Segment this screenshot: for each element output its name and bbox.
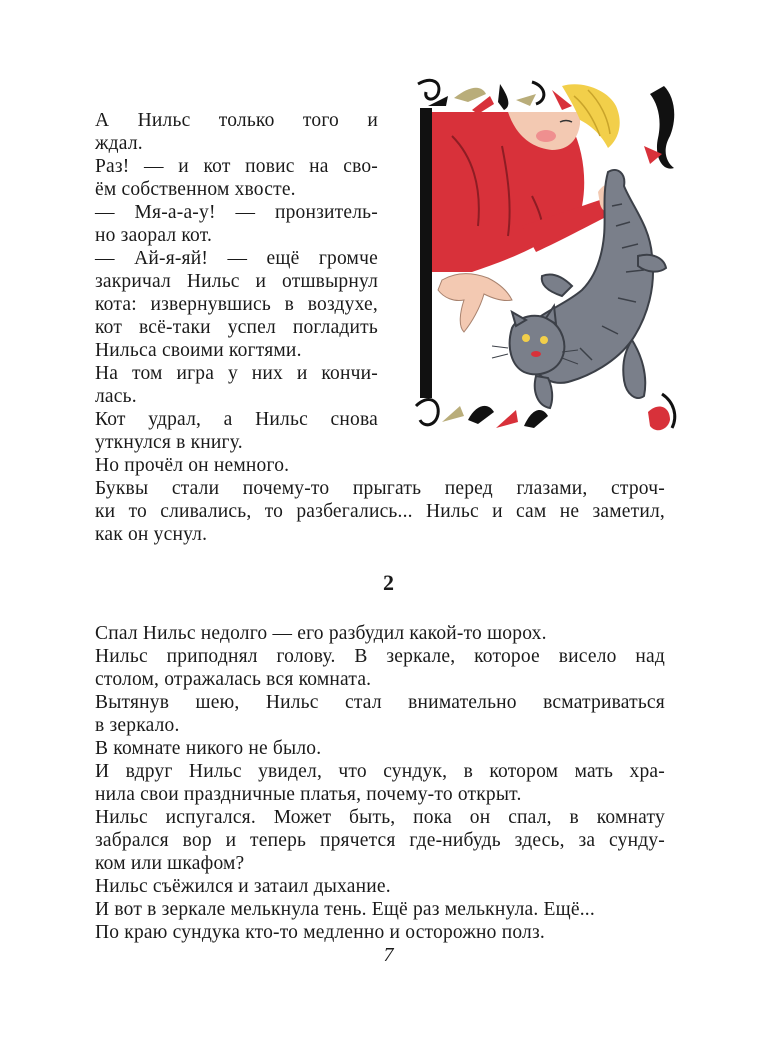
word: стали	[171, 478, 220, 499]
word: пронзитель-	[274, 202, 378, 223]
text-line: как он уснул.	[95, 524, 208, 545]
text-line-justified	[95, 248, 378, 270]
word: того	[302, 110, 339, 131]
word: вор	[182, 830, 212, 851]
word: теперь	[250, 830, 307, 851]
word: прячется	[319, 830, 396, 851]
word: строч-	[611, 478, 665, 499]
word: И	[95, 761, 110, 782]
word: висело	[558, 646, 617, 667]
text-line: В комнате никого не было.	[95, 738, 322, 759]
word: вдруг	[125, 761, 173, 782]
word: а	[223, 409, 233, 430]
word: Мя-а-а-у!	[134, 202, 216, 223]
text-line: но заорал кот.	[95, 225, 213, 246]
word: А	[95, 110, 110, 131]
word: и	[225, 830, 237, 851]
text-line-justified	[95, 501, 665, 523]
word: сунду-	[609, 830, 665, 851]
word: сво-	[343, 156, 378, 177]
word: мать	[574, 761, 614, 782]
word: стал	[344, 692, 382, 713]
word: только	[218, 110, 275, 131]
text-line-justified	[95, 317, 378, 339]
text-line-justified	[95, 761, 665, 783]
word: повис	[245, 156, 295, 177]
word: комнату	[596, 807, 665, 828]
word: кот	[203, 156, 231, 177]
ornament-left-bar	[420, 108, 432, 398]
word: над	[635, 646, 665, 667]
word: здесь,	[514, 830, 565, 851]
word: и	[492, 501, 503, 522]
word: —	[95, 202, 115, 223]
text-line: нила свои праздничные платья, почему-то открыт.	[95, 784, 522, 805]
word: котором	[489, 761, 559, 782]
word: и	[255, 271, 267, 292]
word: всё-таки	[139, 317, 211, 338]
word: шею,	[195, 692, 240, 713]
word: игра	[176, 363, 215, 384]
word: погладить	[292, 317, 378, 338]
boy-open-hand	[438, 274, 512, 332]
word: ещё	[266, 248, 300, 269]
word: и	[296, 363, 308, 384]
word: отшвырнул	[282, 271, 378, 292]
text-line: в зеркало.	[95, 715, 180, 736]
word: успел	[227, 317, 276, 338]
word: то	[128, 501, 147, 522]
text-line: По краю сундука кто-то медленно и осторожно полз.	[95, 922, 545, 943]
word: сливались,	[160, 501, 252, 522]
word: кончи-	[321, 363, 378, 384]
text-line: столом, отражалась вся комната.	[95, 669, 372, 690]
word: Может	[273, 807, 332, 828]
text-line-justified	[95, 202, 378, 224]
text-line-justified	[95, 807, 665, 829]
text-line-justified	[95, 692, 665, 714]
word: быть,	[349, 807, 396, 828]
text-line: Но прочёл он немного.	[95, 455, 290, 476]
word: приподнял	[166, 646, 258, 667]
word: Нильс	[426, 501, 479, 522]
text-line: уткнулся в книгу.	[95, 432, 243, 453]
word: пока	[413, 807, 452, 828]
word: Вытянув	[95, 692, 170, 713]
word: ки	[95, 501, 116, 522]
word: внимательно	[408, 692, 517, 713]
word: хра-	[629, 761, 665, 782]
word: снова	[330, 409, 378, 430]
word: Нильс	[95, 646, 148, 667]
word: Нильс	[265, 692, 319, 713]
word: заметил,	[592, 501, 665, 522]
word: сундук,	[383, 761, 448, 782]
word: На	[95, 363, 119, 384]
word: извернувшись	[150, 294, 271, 315]
word: них	[251, 363, 283, 384]
word: кот	[95, 317, 123, 338]
word: за	[578, 830, 596, 851]
word: он	[469, 807, 491, 828]
word: не	[559, 501, 580, 522]
word: и	[178, 156, 189, 177]
word: перед	[444, 478, 493, 499]
word: на	[309, 156, 329, 177]
word: что	[338, 761, 367, 782]
text-line: Спал Нильс недолго — его разбудил какой-то шорох.	[95, 623, 547, 644]
text-line-justified	[95, 110, 378, 132]
text-line-justified	[95, 646, 665, 668]
illustration-svg	[412, 76, 682, 446]
word: Нильс	[95, 807, 148, 828]
word: удрал,	[148, 409, 202, 430]
word: почему-то	[242, 478, 330, 499]
word: то	[264, 501, 284, 522]
word: испугался.	[165, 807, 256, 828]
word: Буквы	[95, 478, 149, 499]
word: прыгать	[352, 478, 422, 499]
word: Раз!	[95, 156, 130, 177]
text-line-justified	[95, 478, 665, 500]
text-line: И вот в зеркале мелькнула тень. Ещё раз мелькнула. Ещё...	[95, 899, 595, 920]
text-line-justified	[95, 271, 378, 293]
text-line: ждал.	[95, 133, 143, 154]
word: Нильс	[137, 110, 191, 131]
text-line: Нильс съёжился и затаил дыхание.	[95, 876, 391, 897]
word: Нильс	[186, 271, 240, 292]
illustration-boy-and-cat	[412, 76, 682, 446]
word: Кот	[95, 409, 126, 430]
word: в	[284, 294, 295, 315]
text-line-justified	[95, 409, 378, 431]
word: глазами,	[516, 478, 588, 499]
word: —	[227, 248, 248, 269]
chapter-number: 2	[383, 570, 394, 595]
word: Нильс	[188, 761, 242, 782]
word: В	[354, 646, 368, 667]
word: увидел,	[258, 761, 323, 782]
word: сам	[515, 501, 547, 522]
word: в	[569, 807, 579, 828]
text-line-justified	[95, 294, 378, 316]
word: воздухе,	[307, 294, 378, 315]
word: —	[235, 202, 256, 223]
word: —	[95, 248, 115, 269]
text-line: Нильса своими когтями.	[95, 340, 302, 361]
word: разбегались...	[296, 501, 413, 522]
word: голову.	[276, 646, 336, 667]
word: зеркале,	[386, 646, 456, 667]
word: где-нибудь	[409, 830, 501, 851]
text-line: лась.	[95, 386, 137, 407]
text-line: ком или шкафом?	[95, 853, 245, 874]
word: спал,	[508, 807, 552, 828]
word: которое	[474, 646, 540, 667]
word: всматриваться	[543, 692, 665, 713]
text-line-justified	[95, 156, 378, 178]
word: и	[367, 110, 378, 131]
text-line-justified	[95, 363, 378, 385]
word: Нильс	[255, 409, 308, 430]
word: том	[132, 363, 163, 384]
word: в	[463, 761, 473, 782]
word: громче	[318, 248, 378, 269]
word: забрался	[95, 830, 169, 851]
text-line-justified	[95, 830, 665, 852]
page-number: 7	[383, 944, 394, 966]
word: у	[227, 363, 238, 384]
word: —	[144, 156, 164, 177]
word: Ай-я-яй!	[134, 248, 209, 269]
word: закричал	[95, 271, 171, 292]
word: кота:	[95, 294, 137, 315]
text-line: ём собственном хвосте.	[95, 179, 296, 200]
